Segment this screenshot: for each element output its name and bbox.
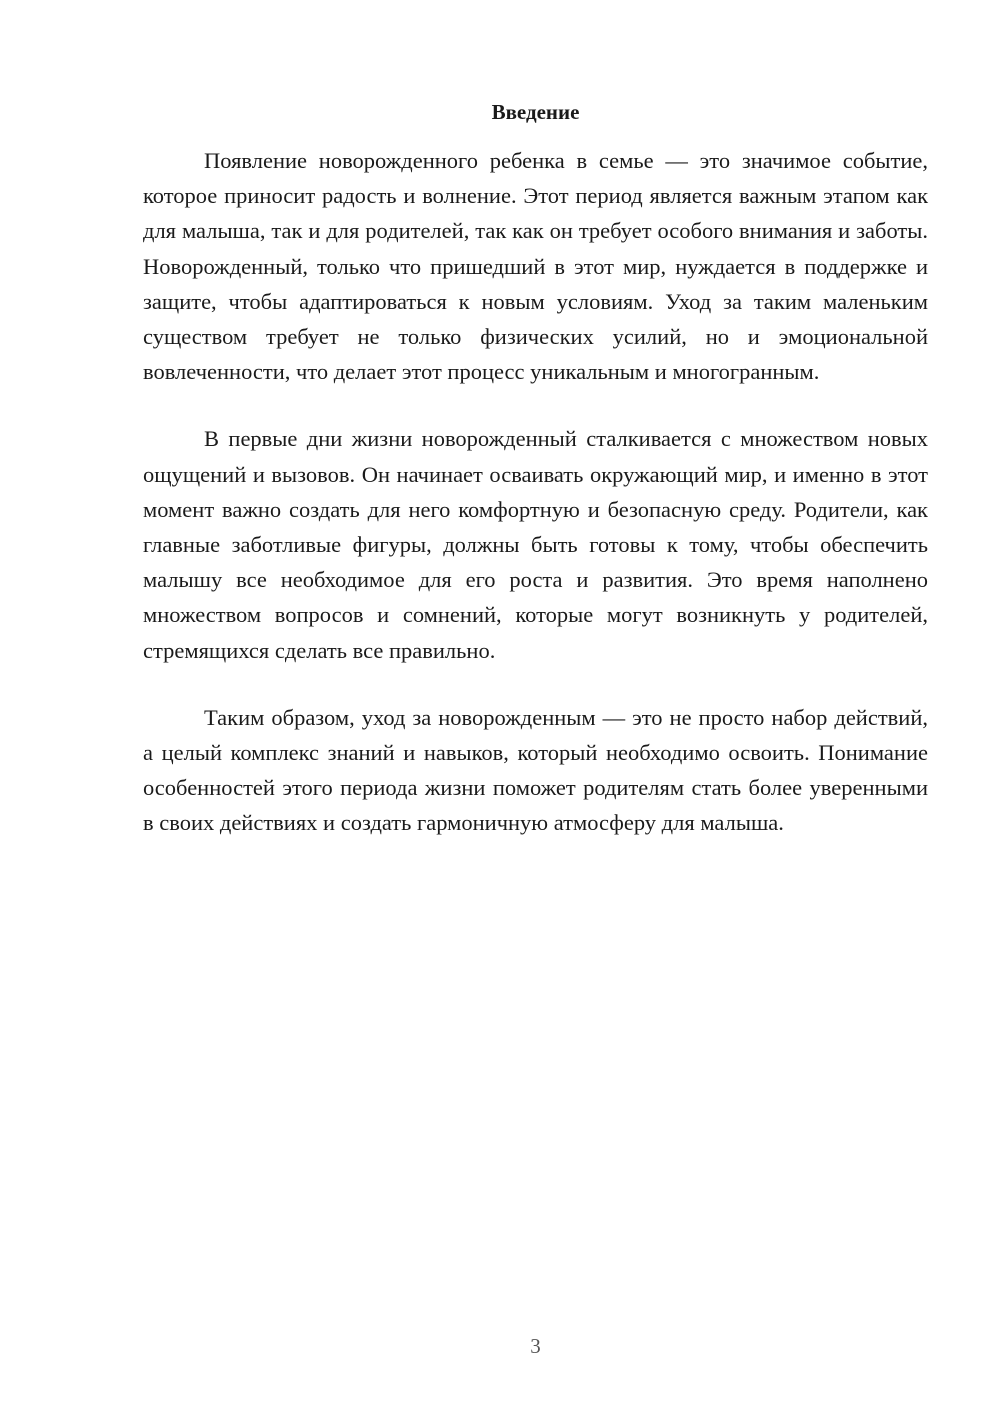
paragraph-3: Таким образом, уход за новорожденным — это не просто набор действий, а целый комплекс знаний и навыков, который необходимо освоить. Понимание особенностей этого периода жизни поможет родителям стать более уверенными в своих действиях и создать гармоничную атмосферу для малыша. [143,704,928,836]
document-body [143,143,928,873]
paragraph-1: Появление новорожденного ребенка в семье — это значимое событие, которое приносит радость и волнение. Этот период является важным этапом как для малыша, так и для родителей, так как он требует особого внимания и заботы. Новорожденный, только что пришедший в этот мир, нуждается в поддержке и защите, чтобы адаптироваться к новым условиям. Уход за таким маленьким существом требует не только физических усилий, но и эмоциональной вовлеченности, что делает этот процесс уникальным и многогранным. [143,148,928,385]
page-number: 3 [530,1334,541,1358]
section-title: Введение [491,100,580,124]
paragraph-2: В первые дни жизни новорожденный сталкивается с множеством новых ощущений и вызовов. Он начинает осваивать окружающий мир, и именно в этот момент важно создать для него комфортную и безопасную среду. Родители, как главные заботливые фигуры, должны быть готовы к тому, чтобы обеспечить малышу все необходимое для его роста и развития. Это время наполнено множеством вопросов и сомнений, которые могут возникнуть у родителей, стремящихся сделать все правильно. [143,426,928,663]
